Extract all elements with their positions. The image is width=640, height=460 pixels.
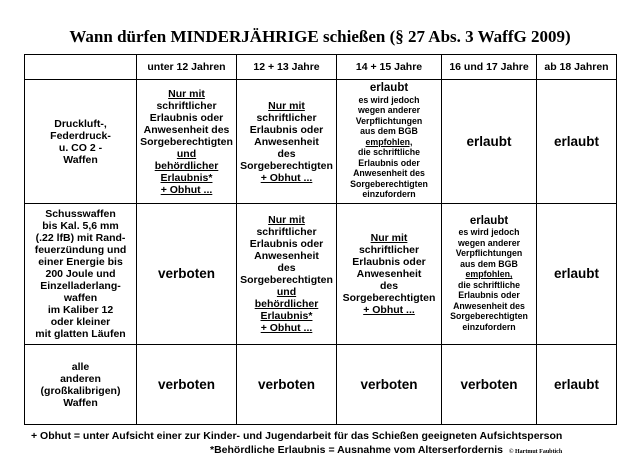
- copyright-note: © Hartmut Faubtich: [509, 449, 563, 455]
- table-row: [25, 345, 617, 425]
- page-title: Wann dürfen MINDERJÄHRIGE schießen (§ 27 Abs. 3 WaffG 2009): [69, 27, 571, 46]
- header-12-13: 12 + 13 Jahre: [237, 55, 337, 80]
- footnote-erlaubnis-text: *Behördliche Erlaubnis = Ausnahme vom Alterserfordernis: [210, 444, 504, 456]
- footnote-erlaubnis: [210, 444, 562, 456]
- row-label-large-caliber: alle anderen (großkalibrigen) Waffen: [25, 345, 137, 425]
- corner-cell: [25, 55, 137, 80]
- cell-airguns-18-plus: erlaubt: [537, 80, 617, 204]
- cell-small-caliber-under-12: verboten: [137, 204, 237, 345]
- header-14-15: 14 + 15 Jahre: [337, 55, 442, 80]
- cell-large-caliber-14-15: verboten: [337, 345, 442, 425]
- cell-small-caliber-16-17: erlaubt es wird jedoch wegen anderer Verpflichtungen aus dem BGB empfohlen, die schriftliche Erlaubnis oder Anwesenheit des Sorgeberechtigten einzufordern: [442, 204, 537, 345]
- cell-airguns-12-13: Nur mit schriftlicher Erlaubnis oder Anwesenheit des Sorgeberechtigten + Obhut ...: [237, 80, 337, 204]
- footnote-obhut: + Obhut = unter Aufsicht einer zur Kinder- und Jugendarbeit für das Schießen geeigneten Aufsichtsperson: [31, 430, 563, 442]
- cell-airguns-16-17: erlaubt: [442, 80, 537, 204]
- cell-airguns-14-15: erlaubt es wird jedoch wegen anderer Verpflichtungen aus dem BGB empfohlen, die schriftliche Erlaubnis oder Anwesenheit des Sorgeberechtigten einzufordern: [337, 80, 442, 204]
- cell-large-caliber-12-13: verboten: [237, 345, 337, 425]
- header-under-12: unter 12 Jahren: [137, 55, 237, 80]
- cell-large-caliber-18-plus: erlaubt: [537, 345, 617, 425]
- table-row: [25, 204, 617, 345]
- cell-airguns-under-12: Nur mit schriftlicher Erlaubnis oder Anwesenheit des Sorgeberechtigten und behördlicher Erlaubnis* + Obhut ...: [137, 80, 237, 204]
- cell-large-caliber-under-12: verboten: [137, 345, 237, 425]
- row-label-airguns: Druckluft-, Federdruck- u. CO 2 - Waffen: [25, 80, 137, 204]
- header-16-17: 16 und 17 Jahre: [442, 55, 537, 80]
- header-18-plus: ab 18 Jahren: [537, 55, 617, 80]
- table-row: [25, 80, 617, 204]
- row-label-small-caliber: Schusswaffen bis Kal. 5,6 mm (.22 lfB) mit Rand- feuerzündung und einer Energie bis 200 Joule und Einzelladerlang- waffen im Kaliber 12 oder kleiner mit glatten Läufen: [25, 204, 137, 345]
- header-row: [25, 55, 617, 80]
- cell-large-caliber-16-17: verboten: [442, 345, 537, 425]
- cell-small-caliber-18-plus: erlaubt: [537, 204, 617, 345]
- cell-small-caliber-14-15: Nur mit schriftlicher Erlaubnis oder Anwesenheit des Sorgeberechtigten + Obhut ...: [337, 204, 442, 345]
- age-rules-table: [24, 54, 617, 425]
- cell-small-caliber-12-13: Nur mit schriftlicher Erlaubnis oder Anwesenheit des Sorgeberechtigten und behördlicher Erlaubnis* + Obhut ...: [237, 204, 337, 345]
